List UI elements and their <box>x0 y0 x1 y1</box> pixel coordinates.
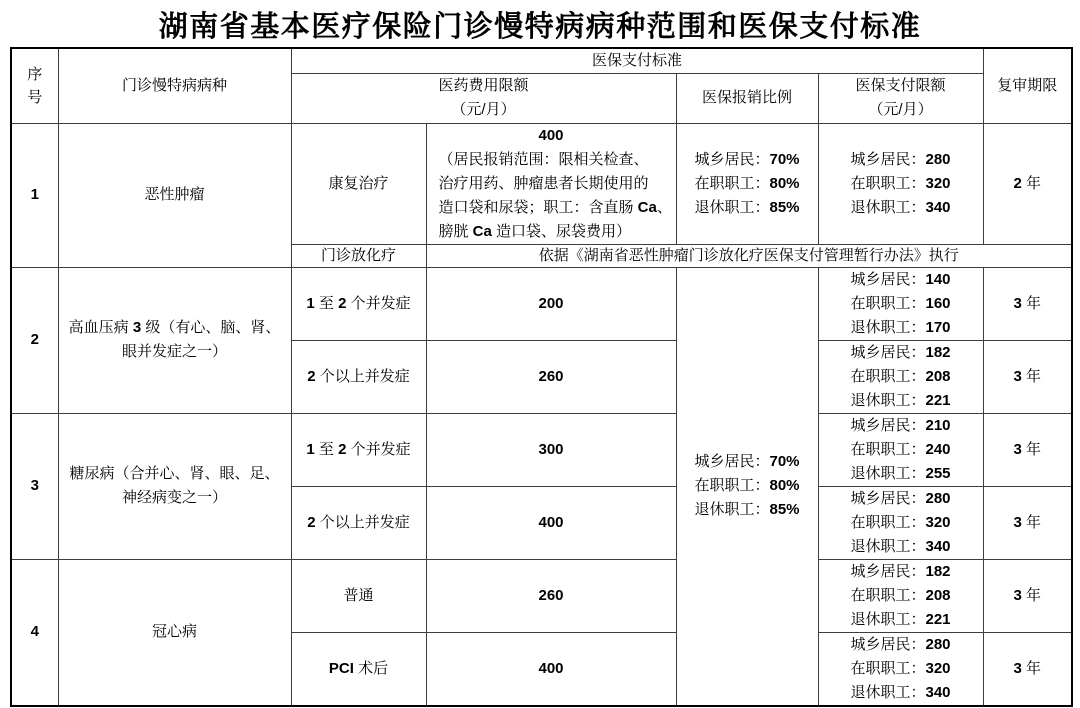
pay-limit-lines <box>850 487 950 559</box>
review-cell: 3 年 <box>983 340 1072 413</box>
pay-limit-lines <box>850 148 950 220</box>
ratio-line: 城乡居民：70% <box>694 453 800 470</box>
document-title: 湖南省基本医疗保险门诊慢特病病种范围和医保支付标准 <box>158 11 922 43</box>
header-fee-limit-unit: （元/月） <box>451 101 516 118</box>
pay-limit-lines <box>850 268 950 340</box>
header-pay-limit-title: 医保支付限额 <box>855 77 946 94</box>
category-cell: 2 个以上并发症 <box>291 486 426 559</box>
disease-line: 眼并发症之一） <box>121 343 227 360</box>
pay-limit-line: 退休职工：340 <box>850 683 951 701</box>
fee-limit-note <box>430 148 673 244</box>
category-cell: 1 至 2 个并发症 <box>291 413 426 486</box>
pay-limit-line: 退休职工：221 <box>850 391 951 409</box>
disease-line: 恶性肿瘤 <box>144 186 205 203</box>
fee-limit-cell: 300 <box>426 413 676 486</box>
fee-limit-cell: 400 <box>426 632 676 706</box>
pay-limit-line: 在职职工：320 <box>850 659 951 677</box>
review-cell: 2 年 <box>983 123 1072 244</box>
row-no-cell: 2 <box>11 267 58 413</box>
pay-limit-lines <box>850 414 950 486</box>
policy-note-cell: 依据《湖南省恶性肿瘤门诊放化疗医保支付管理暂行办法》执行 <box>426 244 1072 267</box>
pay-limit-line: 退休职工：255 <box>850 464 951 482</box>
review-cell: 3 年 <box>983 559 1072 632</box>
header-pay-limit-unit: （元/月） <box>868 101 933 118</box>
review-cell: 3 年 <box>983 632 1072 706</box>
pay-limit-lines <box>850 341 950 413</box>
ratio-line: 在职职工：80% <box>694 174 800 192</box>
header-pay-standard: 医保支付标准 <box>291 48 983 73</box>
fee-limit-cell: 200 <box>426 267 676 340</box>
disease-line: 高血压病 3 级（有心、脑、肾、 <box>68 319 281 336</box>
header-seq-line: 序 <box>27 65 43 83</box>
pay-limit-cell <box>818 267 983 340</box>
pay-limit-line: 在职职工：320 <box>850 513 951 531</box>
header-fee-limit <box>291 73 676 123</box>
disease-cell <box>58 123 291 267</box>
table-row <box>11 123 1072 244</box>
ratio-line: 退休职工：85% <box>694 198 800 216</box>
pay-limit-cell <box>818 340 983 413</box>
header-seq-line: 号 <box>27 88 43 106</box>
pay-limit-cell <box>818 413 983 486</box>
header-seq <box>11 48 58 123</box>
disease-cell <box>58 559 291 706</box>
row-no-cell: 4 <box>11 559 58 706</box>
fee-limit-cell: 260 <box>426 340 676 413</box>
header-row-1 <box>11 48 1072 73</box>
fee-note-line: 膀胱 Ca 造口袋、尿袋费用） <box>438 222 632 240</box>
category-cell: 普通 <box>291 559 426 632</box>
fee-note-line: （居民报销范围：限相关检查、 <box>438 150 649 168</box>
pay-limit-line: 退休职工：221 <box>850 610 951 628</box>
ratio-lines <box>694 148 799 220</box>
pay-limit-cell <box>818 632 983 706</box>
pay-limit-lines <box>850 633 950 705</box>
disease-line: 冠心病 <box>151 623 197 640</box>
fee-note-line: 治疗用药、肿瘤患者长期使用的 <box>438 174 649 192</box>
header-disease: 门诊慢特病病种 <box>58 48 291 123</box>
pay-limit-line: 退休职工：170 <box>850 318 951 336</box>
pay-limit-line: 在职职工：240 <box>850 440 951 458</box>
ratio-lines <box>694 450 799 522</box>
pay-limit-cell <box>818 486 983 559</box>
disease-line: 神经病变之一） <box>121 489 227 506</box>
pay-limit-line: 城乡居民：182 <box>850 343 951 361</box>
header-pay-limit <box>818 73 983 123</box>
pay-limit-line: 退休职工：340 <box>850 537 951 555</box>
category-cell: 2 个以上并发症 <box>291 340 426 413</box>
fee-note-line: 造口袋和尿袋；职工：含直肠 Ca、 <box>438 198 672 216</box>
pay-limit-line: 在职职工：208 <box>850 367 951 385</box>
fee-limit-cell: 260 <box>426 559 676 632</box>
pay-limit-line: 退休职工：340 <box>850 198 951 216</box>
category-cell: 门诊放化疗 <box>291 244 426 267</box>
pay-limit-line: 城乡居民：210 <box>850 416 951 434</box>
pay-limit-line: 城乡居民：280 <box>850 489 951 507</box>
review-cell: 3 年 <box>983 486 1072 559</box>
disease-line: 糖尿病（合并心、肾、眼、足、 <box>69 465 280 482</box>
ratio-line: 城乡居民：70% <box>694 150 800 168</box>
pay-limit-cell <box>818 123 983 244</box>
row-no-cell: 3 <box>11 413 58 559</box>
fee-limit-value: 400 <box>538 126 564 144</box>
ratio-cell-merged <box>676 267 818 706</box>
table-row <box>11 413 1072 486</box>
pay-limit-line: 城乡居民：182 <box>850 562 951 580</box>
header-ratio: 医保报销比例 <box>676 73 818 123</box>
pay-limit-lines <box>850 560 950 632</box>
disease-cell <box>58 267 291 413</box>
ratio-line: 在职职工：80% <box>694 477 800 494</box>
ratio-cell <box>676 123 818 244</box>
review-cell: 3 年 <box>983 267 1072 340</box>
pay-limit-line: 在职职工：160 <box>850 294 951 312</box>
table-row <box>11 267 1072 340</box>
pay-limit-line: 城乡居民：140 <box>850 270 951 288</box>
ratio-line: 退休职工：85% <box>694 501 800 518</box>
disease-cell <box>58 413 291 559</box>
fee-limit-cell <box>426 123 676 244</box>
review-cell: 3 年 <box>983 413 1072 486</box>
category-cell: 康复治疗 <box>291 123 426 244</box>
pay-limit-line: 城乡居民：280 <box>850 150 951 168</box>
row-no-cell: 1 <box>11 123 58 267</box>
category-cell: 1 至 2 个并发症 <box>291 267 426 340</box>
pay-limit-line: 城乡居民：280 <box>850 635 951 653</box>
pay-limit-line: 在职职工：320 <box>850 174 951 192</box>
header-fee-limit-title: 医药费用限额 <box>438 77 529 94</box>
header-review: 复审期限 <box>983 48 1072 123</box>
pay-limit-line: 在职职工：208 <box>850 586 951 604</box>
insurance-standards-table <box>10 47 1073 707</box>
category-cell: PCI 术后 <box>291 632 426 706</box>
pay-limit-cell <box>818 559 983 632</box>
table-row <box>11 559 1072 632</box>
fee-limit-cell: 400 <box>426 486 676 559</box>
